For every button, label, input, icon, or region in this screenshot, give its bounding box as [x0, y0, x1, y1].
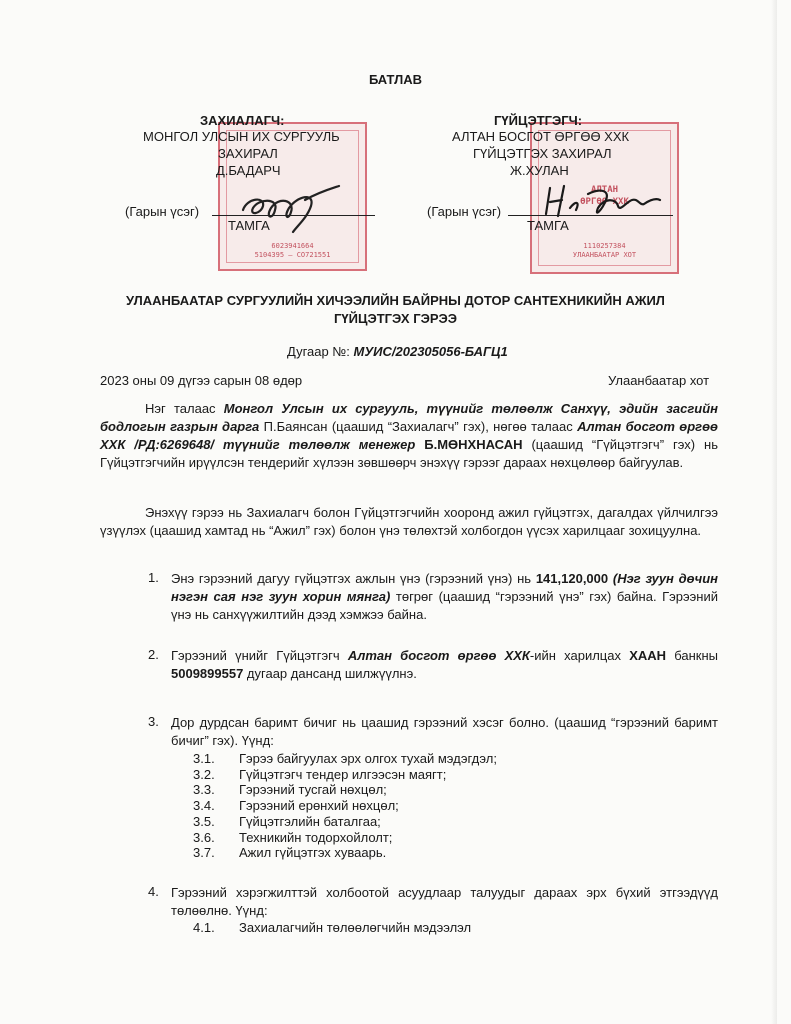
contractor-heading: ГҮЙЦЭТГЭГЧ:: [494, 113, 583, 128]
customer-heading: ЗАХИАЛАГЧ:: [200, 113, 285, 128]
customer-stamp-text: 5104395 — СО721551: [254, 251, 331, 259]
intro-paragraph: [100, 400, 718, 472]
scan-edge: [771, 0, 777, 1024]
item2-text-c: банкны: [666, 648, 718, 663]
sublist-item-text: Гүйцэтгэлийн баталгаа;: [239, 813, 381, 829]
item1-text: [171, 570, 718, 624]
item2-number: 2.: [148, 647, 159, 662]
contractor-position: ГҮЙЦЭТГЭХ ЗАХИРАЛ: [473, 146, 612, 161]
item2-text-d: дугаар дансанд шилжүүлнэ.: [243, 666, 417, 681]
intro-text-2: П.Баянсан (цаашид “Захиалагч” гэх), нөгөө талаас: [259, 419, 578, 434]
contract-title-line1: УЛААНБААТАР СУРГУУЛИЙН ХИЧЭЭЛИЙН БАЙРНЫ ДОТОР САНТЕХНИКИЙН АЖИЛ: [126, 293, 665, 308]
intro-manager: Б.МӨНХНАСАН: [415, 437, 523, 452]
contract-number-value: МУИС/202305056-БАГЦ1: [353, 344, 508, 359]
customer-position: ЗАХИРАЛ: [218, 146, 278, 161]
item2-company: Алтан босгот өргөө ХХК: [347, 648, 530, 663]
contractor-signature-label: (Гарын үсэг): [427, 204, 502, 219]
item2-text: [171, 647, 718, 683]
intro-text-1: Нэг талаас: [145, 401, 224, 416]
contractor-stamp-mid: ӨРГӨӨ ХХК: [580, 197, 629, 207]
item1-amount: 141,120,000: [535, 571, 609, 586]
intro-customer: Монгол Улсын их сургууль, түүнийг төлөөлж Санхүү, эдийн засгийн бодлогын газрын дарга: [100, 401, 718, 434]
item4-number: 4.: [148, 884, 159, 899]
sublist-item-number: 3.1.: [193, 751, 215, 766]
item3-text: Дор дурдсан баримт бичиг нь цаашид гэрээний хэсэг болно. (цаашид “гэрээний баримт бичиг” гэх). Үүнд:: [171, 715, 718, 748]
contract-date: 2023 оны 09 дүгээ сарын 08 өдөр: [100, 373, 303, 388]
item3-number: 3.: [148, 714, 159, 729]
approval-title: БАТЛАВ: [368, 72, 423, 87]
item1-amount-words: (Нэг зуун дөчин нэгэн сая нэг зуун хорин мянга): [171, 571, 718, 604]
item1-text-b: төгрөг (цаашид “гэрээний үнэ” гэх) байна. Гэрээний үнэ нь санхүүжилтийн дээд хэмжээ байна.: [171, 589, 718, 622]
item1-text-a: Энэ гэрээний дагуу гүйцэтгэх ажлын үнэ (гэрээний үнэ) нь: [171, 571, 536, 586]
contractor-stamp-city: УЛААНБААТАР ХОТ: [572, 251, 637, 259]
contract-city: Улаанбаатар хот: [608, 373, 710, 388]
intro-text-3: (цаашид “Гүйцэтгэгч” гэх) нь Гүйцэтгэгчийн ирүүлсэн тендерийг хүлээн зөвшөөрч энэхүү гэрээг дараах нөхцөлөөр байгуулав.: [100, 437, 718, 470]
customer-seal-label: ТАМГА: [228, 218, 270, 233]
intro-contractor: Алтан босгот өргөө ХХК /РД:6269648/ түүнийг төлөөлж менежер: [100, 419, 718, 452]
item2-text-a: Гэрээний үнийг Гүйцэтгэгч: [171, 648, 348, 663]
item1-number: 1.: [148, 570, 159, 585]
sublist-item-number: 3.3.: [193, 782, 215, 798]
sublist-item-number: 3.6.: [193, 829, 215, 845]
sublist-item-number: 3.4.: [193, 798, 215, 814]
item3-sublist: [193, 751, 693, 871]
sublist-item-number: 3.5.: [193, 813, 215, 829]
contract-title-line2: ГҮЙЦЭТГЭХ ГЭРЭЭ: [334, 311, 457, 326]
sublist-item: [193, 767, 673, 782]
customer-signature-label: (Гарын үсэг): [125, 204, 200, 219]
contractor-stamp-number: 1110257384: [583, 242, 626, 250]
contractor-org: АЛТАН БОСГОТ ӨРГӨӨ ХХК: [452, 129, 630, 144]
contract-number: [287, 343, 508, 360]
item2-text-b: -ийн харилцах: [529, 648, 630, 663]
sublist-item: [193, 782, 673, 797]
sublist-item-text: Гэрээний тусгай нөхцөл;: [239, 782, 387, 798]
item4-subitem: [193, 920, 593, 936]
contractor-seal-label: ТАМГА: [527, 218, 569, 233]
sublist-item-text: Ажил гүйцэтгэх хуваарь.: [239, 845, 387, 861]
item4-subitem-number: 4.1.: [193, 920, 215, 935]
item4-text: Гэрээний хэрэгжилттэй холбоотой асуудлаар талуудыг дараах эрх бүхий этгээдүүд төлөөлнө. Үүнд:: [171, 885, 718, 918]
customer-name: Д.БАДАРЧ: [216, 163, 281, 178]
sublist-item-text: Гэрээний ерөнхий нөхцөл;: [239, 798, 399, 814]
item2-account: 5009899557: [171, 666, 244, 681]
sublist-item: [193, 830, 673, 845]
item2-bank: ХААН: [629, 648, 667, 663]
sublist-item-number: 3.7.: [193, 845, 215, 861]
sublist-item-text: Гэрээ байгуулах эрх олгох тухай мэдэгдэл;: [239, 751, 497, 766]
customer-stamp-number: 6023941664: [271, 242, 314, 250]
sublist-item: [193, 798, 673, 813]
item4-subitem-text: Захиалагчийн төлөөлөгчийн мэдээлэл: [239, 920, 472, 935]
sublist-item: [193, 751, 673, 766]
sublist-item-text: Техникийн тодорхойлолт;: [239, 829, 393, 845]
customer-org: МОНГОЛ УЛСЫН ИХ СУРГУУЛЬ: [143, 129, 340, 144]
sublist-item-number: 3.2.: [193, 766, 215, 782]
contractor-name: Ж.ХУЛАН: [510, 163, 569, 178]
sublist-item: [193, 814, 673, 829]
scope-paragraph: Энэхүү гэрээ нь Захиалагч болон Гүйцэтгэгчийн хооронд ажил гүйцэтгэх, дагалдах үйлчилгээ үзүүлэх (цаашид хамтад нь “Ажил” гэх) болон үнэ төлөхтэй холбогдон үүсэх харилцааг зохицуулна.: [100, 505, 718, 538]
contractor-stamp-top: АЛТАН: [590, 185, 619, 195]
sublist-item-text: Гүйцэтгэгч тендер илгээсэн маягт;: [239, 766, 447, 782]
sublist-item: [193, 845, 673, 860]
contract-number-label: Дугаар №:: [287, 344, 350, 359]
